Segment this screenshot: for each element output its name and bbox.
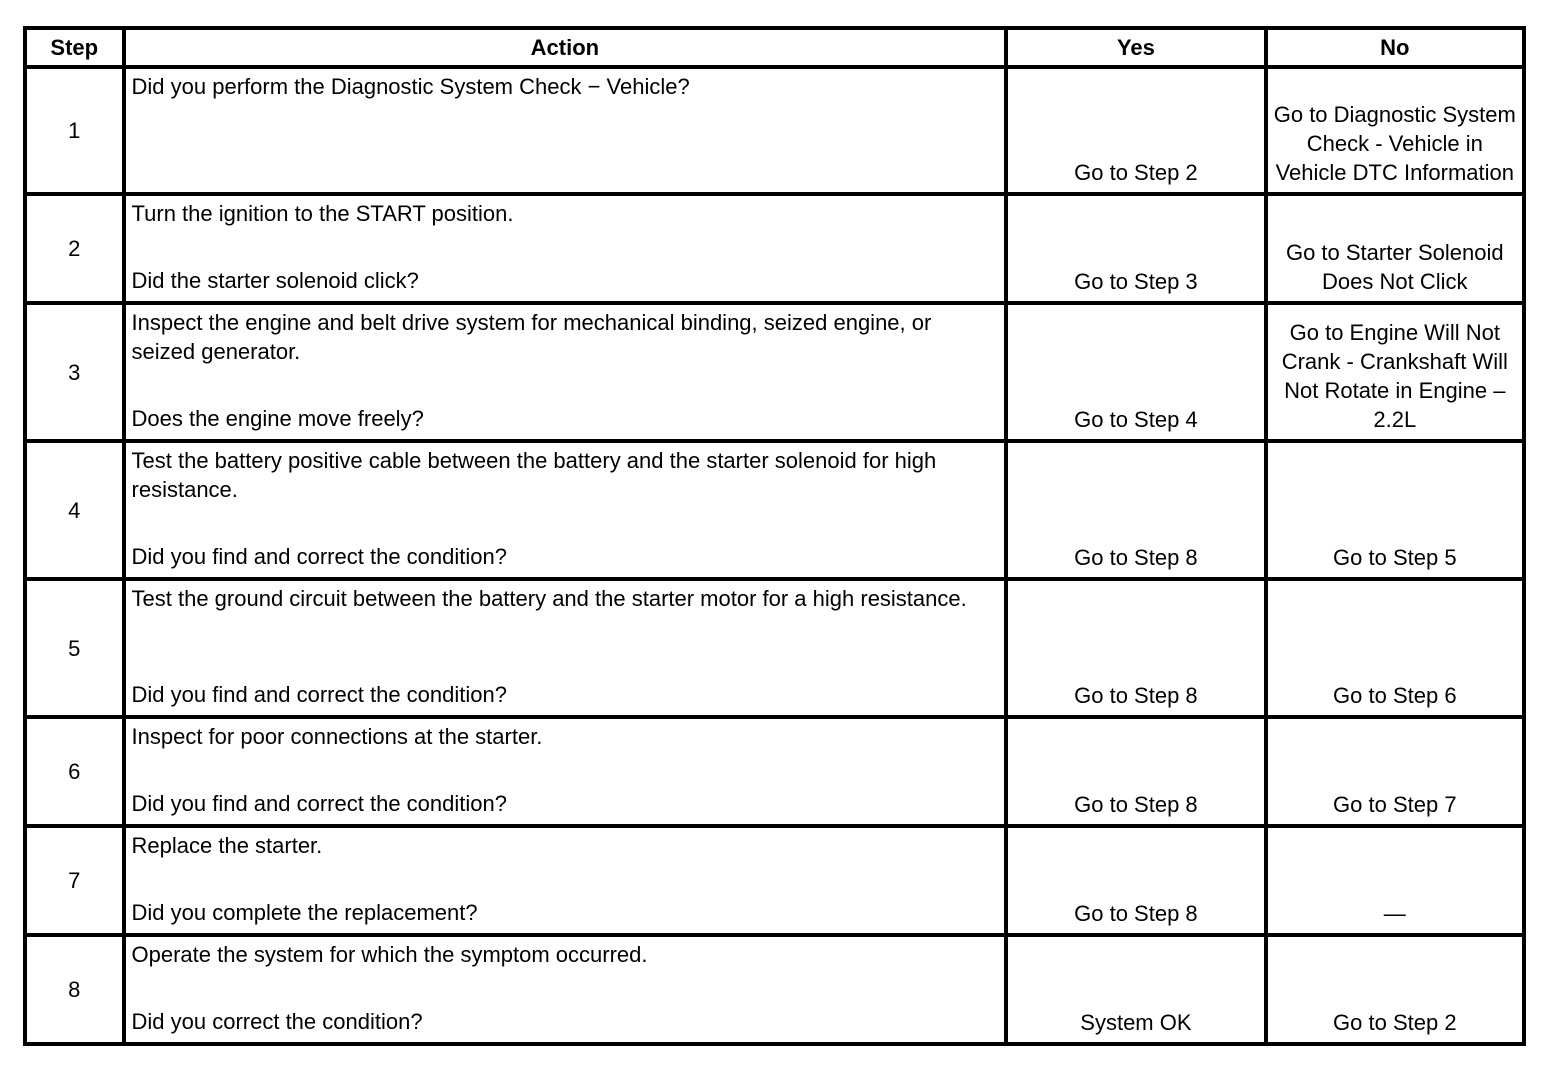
header-action: Action xyxy=(124,28,1007,67)
action-question: Did you complete the replacement? xyxy=(131,900,478,925)
step-number: 1 xyxy=(25,67,124,194)
action-cell xyxy=(124,303,1007,441)
action-cell xyxy=(124,194,1007,303)
step-number: 6 xyxy=(25,717,124,826)
step-number: 3 xyxy=(25,303,124,441)
no-cell: Go to Diagnostic System Check - Vehicle in Vehicle DTC Information xyxy=(1266,67,1524,194)
action-instruction: Replace the starter. xyxy=(131,833,323,858)
table-row xyxy=(25,717,1524,826)
step-number: 5 xyxy=(25,579,124,717)
action-instruction: Test the ground circuit between the battery and the starter motor for a high resistance. xyxy=(131,586,967,611)
header-row xyxy=(25,28,1524,67)
no-cell: Go to Step 6 xyxy=(1266,579,1524,717)
action-cell xyxy=(124,717,1007,826)
no-cell: Go to Engine Will Not Crank - Crankshaft Will Not Rotate in Engine – 2.2L xyxy=(1266,303,1524,441)
no-cell: Go to Step 2 xyxy=(1266,935,1524,1044)
yes-cell: Go to Step 3 xyxy=(1006,194,1265,303)
action-cell xyxy=(124,826,1007,935)
action-question: Did you perform the Diagnostic System Check − Vehicle? xyxy=(131,74,690,99)
yes-cell: Go to Step 8 xyxy=(1006,441,1265,579)
step-number: 2 xyxy=(25,194,124,303)
yes-cell: Go to Step 8 xyxy=(1006,826,1265,935)
step-number: 4 xyxy=(25,441,124,579)
action-question: Did the starter solenoid click? xyxy=(131,268,419,293)
action-cell xyxy=(124,67,1007,194)
action-instruction: Test the battery positive cable between the battery and the starter solenoid for high resistance. xyxy=(131,448,937,502)
yes-cell: Go to Step 8 xyxy=(1006,717,1265,826)
table-row xyxy=(25,303,1524,441)
yes-cell: System OK xyxy=(1006,935,1265,1044)
yes-cell: Go to Step 4 xyxy=(1006,303,1265,441)
action-question: Did you correct the condition? xyxy=(131,1009,423,1034)
action-question: Did you find and correct the condition? xyxy=(131,682,507,707)
table-row xyxy=(25,935,1524,1044)
action-cell xyxy=(124,935,1007,1044)
table-row xyxy=(25,194,1524,303)
no-cell: Go to Step 5 xyxy=(1266,441,1524,579)
action-instruction: Inspect for poor connections at the starter. xyxy=(131,724,543,749)
diagnostic-table xyxy=(23,26,1526,1046)
yes-cell: Go to Step 8 xyxy=(1006,579,1265,717)
header-no: No xyxy=(1266,28,1524,67)
action-question: Did you find and correct the condition? xyxy=(131,791,507,816)
header-step: Step xyxy=(25,28,124,67)
table-row xyxy=(25,441,1524,579)
no-cell: Go to Step 7 xyxy=(1266,717,1524,826)
table-row xyxy=(25,579,1524,717)
action-instruction: Operate the system for which the symptom occurred. xyxy=(131,942,648,967)
action-question: Did you find and correct the condition? xyxy=(131,544,507,569)
header-yes: Yes xyxy=(1006,28,1265,67)
action-question: Does the engine move freely? xyxy=(131,406,424,431)
action-cell xyxy=(124,441,1007,579)
action-instruction: Turn the ignition to the START position. xyxy=(131,201,514,226)
action-instruction: Inspect the engine and belt drive system for mechanical binding, seized engine, or seized generator. xyxy=(131,310,932,364)
no-cell: — xyxy=(1266,826,1524,935)
action-cell xyxy=(124,579,1007,717)
no-cell: Go to Starter Solenoid Does Not Click xyxy=(1266,194,1524,303)
table-row xyxy=(25,826,1524,935)
yes-cell: Go to Step 2 xyxy=(1006,67,1265,194)
step-number: 7 xyxy=(25,826,124,935)
table-row xyxy=(25,67,1524,194)
step-number: 8 xyxy=(25,935,124,1044)
